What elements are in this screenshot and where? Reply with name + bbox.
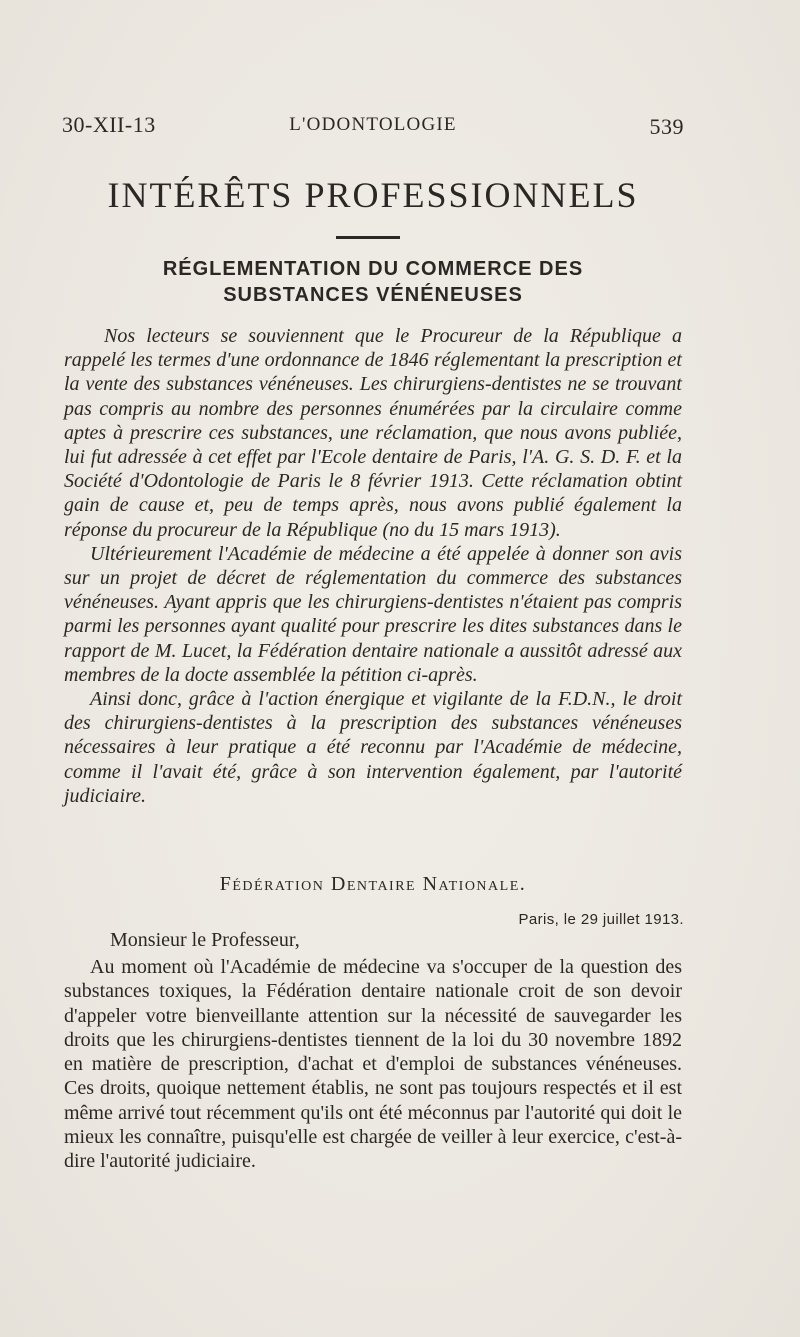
- article-title: [62, 256, 684, 308]
- intro-paragraph: Nos lecteurs se souviennent que le Procureur de la République a rappelé les termes d'une ordonnance de 1846 réglementant la prescription et la vente des substances vénéneuses. Les chirurgiens-dentistes ne se trouvant pas compris au nombre des personnes énumérées par la circulaire comme aptes à prescrire ces substances, une réclamation, que nous avons publiée, lui fut adressée à cet effet par l'Ecole dentaire de Paris, l'A. G. S. D. F. et la Société d'Odontologie de Paris le 8 février 1913. Cette réclamation obtint gain de cause et, peu de temps après, nous avons publié également la réponse du procureur de la République (no du 15 mars 1913).: [64, 325, 682, 541]
- letter-dateline: Paris, le 29 juillet 1913.: [518, 911, 684, 928]
- editorial-intro: [64, 324, 682, 808]
- intro-paragraph: Ultérieurement l'Académie de médecine a été appelée à donner son avis sur un projet de décret de réglementation du commerce des substances vénéneuses. Ayant appris que les chirurgiens-dentistes n'étaient pas compris parmi les personnes ayant qualité pour prescrire les dites substances dans le rapport de M. Lucet, la Fédération dentaire nationale a aussitôt adressé aux membres de la docte assemblée la pétition ci-après.: [64, 542, 682, 686]
- letter-sender-heading: Fédération Dentaire Nationale.: [219, 873, 527, 895]
- intro-paragraph: Ainsi donc, grâce à l'action énergique et vigilante de la F.D.N., le droit des chirurgiens-dentistes à la prescription des substances vénéneuses nécessaires à leur pratique a été reconnu par l'Académie de médecine, comme il l'avait été, grâce à son intervention également, par l'autorité judiciaire.: [64, 688, 682, 807]
- article-title-line-1: RÉGLEMENTATION DU COMMERCE DES: [162, 258, 584, 280]
- section-title: INTÉRÊTS PROFESSIONNELS: [107, 175, 639, 215]
- letter-salutation: Monsieur le Professeur,: [110, 929, 300, 951]
- page-number: 539: [649, 114, 684, 139]
- running-header: [62, 112, 684, 142]
- article-title-line-2: SUBSTANCES VÉNÉNEUSES: [223, 284, 523, 306]
- title-divider: [336, 236, 400, 239]
- issue-date: 30-XII-13: [62, 112, 156, 137]
- journal-title: L'ODONTOLOGIE: [289, 114, 457, 135]
- letter-body-paragraph: Au moment où l'Académie de médecine va s'occuper de la question des substances toxiques, la Fédération dentaire nationale croit de son devoir d'appeler votre bienveillante attention sur la nécessité de sauvegarder les droits que les chirurgiens-dentistes tiennent de la loi du 30 novembre 1892 en matière de prescription, d'achat et d'emploi de substances vénéneuses. Ces droits, quoique nettement établis, ne sont pas toujours respectés et il est même arrivé tout récemment qu'ils ont été méconnus par l'autorité qui doit le mieux les connaître, puisqu'elle est chargée de veiller à leur exercice, c'est-à-dire l'autorité judiciaire.: [64, 956, 682, 1173]
